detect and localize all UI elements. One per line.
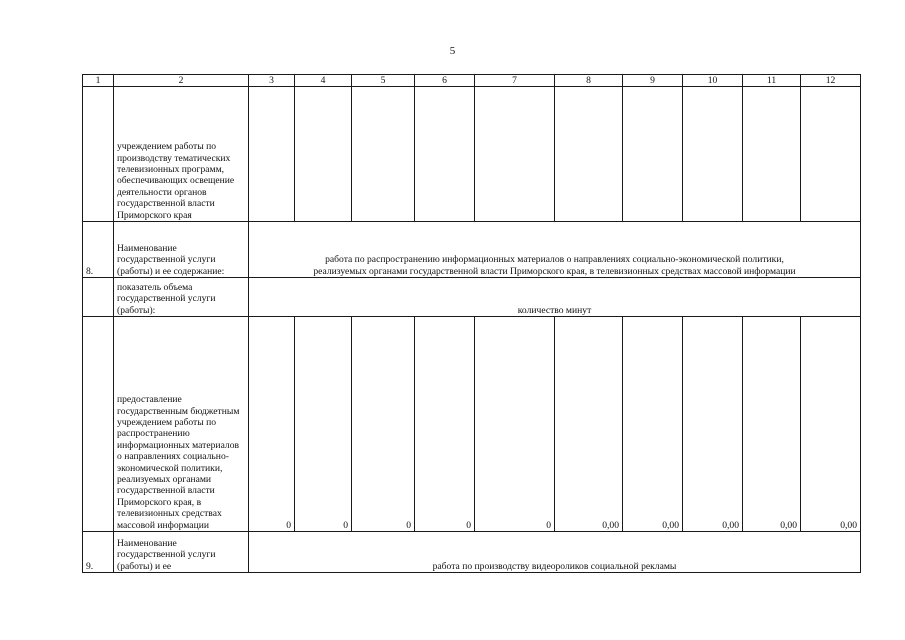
- row-description: предоставление государственным бюджетным учреждением работы по распространению информационных материалов о направлениях социально-экономической политики, реализуемых органами государственной власти Приморского края, в телевизионных средствах массовой информации: [114, 317, 249, 532]
- value-cell: 0,00: [555, 317, 623, 532]
- service-content-line: реализуемых органами государственной власти Приморского края, в телевизионных средствах массовой информации: [313, 265, 796, 277]
- value-cell: [352, 87, 415, 222]
- value-cell: 0: [352, 317, 415, 532]
- value-cell: [743, 87, 801, 222]
- row-description: Наименование государственной услуги (работы) и ее содержание:: [114, 222, 249, 278]
- value-cell: [295, 87, 352, 222]
- header-cell: 8: [555, 75, 623, 87]
- value-cell: 0: [249, 317, 295, 532]
- row-number-cell: 8.: [83, 222, 114, 278]
- value-cell: 0: [475, 317, 555, 532]
- row-description: показатель объема государственной услуги (работы):: [114, 278, 249, 317]
- table-row: [83, 317, 861, 532]
- value-cell: [801, 87, 861, 222]
- header-cell: 7: [475, 75, 555, 87]
- header-row: [83, 75, 861, 87]
- service-content-line: работа по распространению информационных материалов о направлениях социально-экономической политики,: [325, 254, 784, 266]
- value-cell: [415, 87, 475, 222]
- header-cell: 2: [114, 75, 249, 87]
- value-cell: [475, 87, 555, 222]
- row-description: Наименование государственной услуги (работы) и ее: [114, 532, 249, 573]
- header-cell: 10: [683, 75, 743, 87]
- value-cell: 0: [415, 317, 475, 532]
- value-cell: [683, 87, 743, 222]
- value-cell: 0,00: [683, 317, 743, 532]
- header-cell: 9: [623, 75, 683, 87]
- row-description: учреждением работы по производству тематических телевизионных программ, обеспечивающих освещение деятельности органов государственной власти Приморского края: [114, 87, 249, 222]
- value-cell: [249, 87, 295, 222]
- page-number: 5: [449, 45, 456, 57]
- row-number-cell: [83, 278, 114, 317]
- header-cell: 11: [743, 75, 801, 87]
- service-content-cell: [249, 222, 861, 278]
- value-cell: 0,00: [801, 317, 861, 532]
- table-row: [83, 87, 861, 222]
- services-table: [82, 74, 861, 573]
- table-row: [83, 278, 861, 317]
- row-number-cell: [83, 87, 114, 222]
- service-content-cell: работа по производству видеороликов социальной рекламы: [249, 532, 861, 573]
- row-number-cell: 9.: [83, 532, 114, 573]
- header-cell: 4: [295, 75, 352, 87]
- header-cell: 5: [352, 75, 415, 87]
- value-cell: 0,00: [743, 317, 801, 532]
- value-cell: 0: [295, 317, 352, 532]
- row-number-cell: [83, 317, 114, 532]
- value-cell: [623, 87, 683, 222]
- header-cell: 12: [801, 75, 861, 87]
- header-cell: 1: [83, 75, 114, 87]
- header-cell: 3: [249, 75, 295, 87]
- table-row: [83, 222, 861, 278]
- header-cell: 6: [415, 75, 475, 87]
- table-row: [83, 532, 861, 573]
- volume-indicator-cell: количество минут: [249, 278, 861, 317]
- value-cell: [555, 87, 623, 222]
- value-cell: 0,00: [623, 317, 683, 532]
